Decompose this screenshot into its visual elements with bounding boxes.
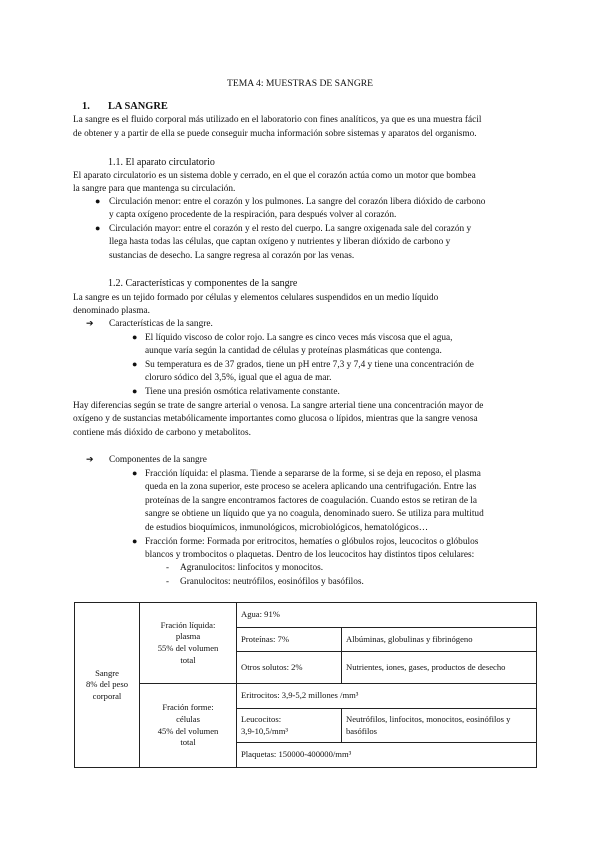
list-item-line: sustancias de desecho. La sangre regresa al corazón por las venas. [109,251,355,261]
cell-line: 45% del volumen [157,725,219,736]
table-cell-otros: Otros solutos: 2% [237,652,342,684]
bullet-dot-icon: ● [132,536,138,546]
table-cell-proteinas: Proteínas: 7% [237,628,342,652]
table-cell-forme [140,684,237,768]
cell-line: 55% del volumen [157,643,219,653]
blood-composition-table [74,602,537,768]
paragraph-line: la sangre para que mantenga su circulación. [73,184,236,194]
cell-line: células [176,713,200,724]
section-heading: LA SANGRE [108,101,168,112]
cell-line: Fración forme: [162,702,214,713]
list-heading: Características de la sangre. [109,319,213,329]
list-item-line: Tiene una presión osmótica relativamente constante. [145,387,340,397]
table-cell-agua: Agua: 91% [237,603,537,628]
paragraph-line: de obtener y a partir de ella se puede conseguir mucha información sobre sistemas y aparatos del organismo. [73,129,477,139]
list-item-line: blancos y trombocitos o plaquetas. Dentro de los leucocitos hay distintos tipos celulares: [145,550,475,560]
cell-line: Sangre [95,667,119,678]
bullet-dot-icon: ● [132,386,138,396]
list-item-line: sangre se obtiene un líquido que ya no coagula, denominado suero. Se utiliza para multitud [145,509,484,519]
list-item-line: y capta oxígeno procedente de la respiración, para después volver al corazón. [109,210,397,220]
list-item-line: proteínas de la sangre encontramos factores de coagulación. Cuando estos se retiran de la [145,496,477,506]
list-item-line: aunque varía según la cantidad de células y proteínas plasmáticas que contenga. [145,346,442,356]
list-heading: Componentes de la sangre [109,455,207,465]
cell-line: 3,9-10,5/mm³ [241,725,288,736]
paragraph-line: oxígeno y de sustancias metabólicamente importantes como glucosa o lípidos, mientras que la sangre venosa [73,414,478,424]
paragraph-line: La sangre es un tejido formado por células y elementos celulares suspendidos en un medio líquido [73,293,439,303]
cell-line: total [180,654,196,665]
bullet-dot-icon: ● [132,468,138,478]
table-cell-leucocitos [237,709,342,743]
table-cell-plaquetas: Plaquetas: 150000-400000/mm³ [237,743,537,768]
table-cell-liquida [140,603,237,684]
list-item-line: Circulación mayor: entre el corazón y el resto del cuerpo. La sangre oxigenada sale del corazón y [109,224,472,234]
dash-bullet-icon: - [166,576,169,586]
arrow-bullet-icon: ➔ [86,318,94,328]
bullet-dot-icon: ● [132,332,138,342]
cell-line: Leucocitos: [241,713,282,724]
list-item-line: Su temperatura es de 37 grados, tiene un pH entre 7,3 y 7,4 y tiene una concentración de [145,360,474,370]
section-number: 1. [82,101,90,112]
list-item-line: Fracción forme: Formada por eritrocitos, hematíes o glóbulos rojos, leucocitos o glóbulos [145,537,479,547]
sub-list-item: Granulocitos: neutrófilos, eosinófilos y basófilos. [180,577,364,587]
bullet-dot-icon: ● [132,359,138,369]
table-cell-eritrocitos: Eritrocitos: 3,9-5,2 millones /mm³ [237,684,537,709]
paragraph-line: contiene más dióxido de carbono y metabolitos. [73,428,251,438]
cell-line: total [180,737,196,748]
page-title: TEMA 4: MUESTRAS DE SANGRE [226,78,374,89]
cell-line: corporal [92,690,122,701]
table-cell-otros-detail: Nutrientes, iones, gases, productos de desecho [342,652,537,684]
table-cell-proteinas-detail: Albúminas, globulinas y fibrinógeno [342,628,537,652]
dash-bullet-icon: - [166,562,169,572]
bullet-dot-icon: ● [95,196,101,206]
table-cell-leucocitos-detail: Neutrófilos, linfocitos, monocitos, eosinófilos y basófilos [342,709,537,743]
list-item-line: queda en la zona superior, este proceso se acelera aplicando una centrifugación. Entre las [145,482,477,492]
cell-line: plasma [175,631,201,642]
table-cell-sangre [75,603,140,768]
bullet-dot-icon: ● [95,223,101,233]
cell-line: Fración líquida: [160,619,216,630]
subsection-heading: 1.2. Características y componentes de la sangre [108,278,298,289]
list-item-line: Circulación menor: entre el corazón y los pulmones. La sangre del corazón libera dióxido de carbono [109,197,486,207]
list-item-line: de estudios bioquímicos, inmunológicos, microbiológicos, hematológicos… [145,523,429,533]
list-item-line: cloruro sódico del 3,5%, igual que el agua de mar. [145,373,332,383]
list-item-line: Fracción líquida: el plasma. Tiende a separarse de la forme, si se deja en reposo, el plasma [145,469,481,479]
arrow-bullet-icon: ➔ [86,454,94,464]
list-item-line: llega hasta todas las células, que captan oxígeno y nutrientes y liberan dióxido de carbono y [109,237,451,247]
cell-line: 8% del peso [85,679,128,690]
paragraph-line: denominado plasma. [73,306,150,316]
paragraph-line: El aparato circulatorio es un sistema doble y cerrado, en el que el corazón actúa como un motor que bombea [73,171,476,181]
paragraph-line: La sangre es el fluido corporal más utilizado en el laboratorio con fines analíticos, ya que es una muestra fácil [73,115,482,125]
sub-list-item: Agranulocitos: linfocitos y monocitos. [180,563,324,573]
list-item-line: El líquido viscoso de color rojo. La sangre es cinco veces más viscosa que el agua, [145,333,453,343]
paragraph-line: Hay diferencias según se trate de sangre arterial o venosa. La sangre arterial tiene una concentración mayor de [73,401,484,411]
subsection-heading: 1.1. El aparato circulatorio [108,157,215,168]
